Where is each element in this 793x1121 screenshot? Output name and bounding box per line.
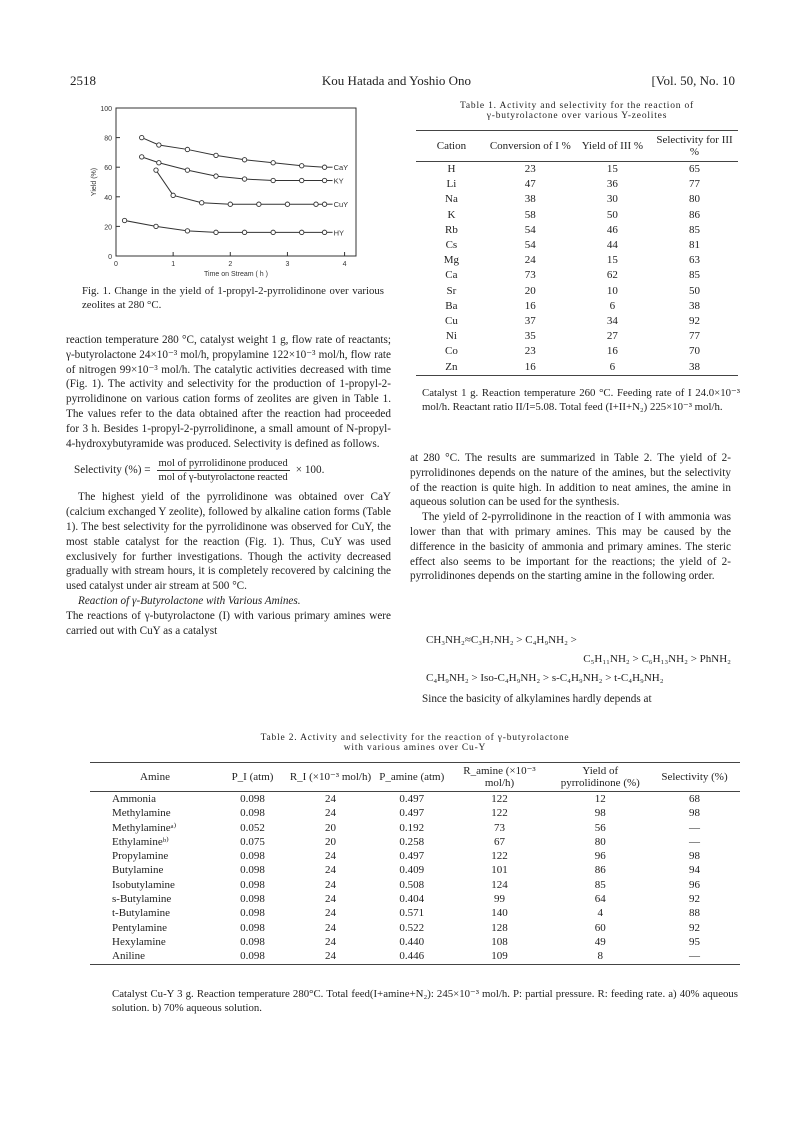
table-cell: 0.098 — [240, 893, 265, 906]
table-row — [90, 792, 740, 807]
table-2-caption — [90, 733, 740, 753]
y-tick-label: 100 — [100, 106, 112, 113]
table-cell: 122 — [491, 793, 508, 805]
left-column — [66, 333, 391, 638]
table-cell: 49 — [594, 935, 606, 948]
table-cell: 98 — [689, 807, 700, 820]
table-cell: 0.258 — [399, 835, 425, 848]
y-tick-label: 60 — [104, 165, 112, 173]
table-row — [416, 162, 738, 178]
table-cell: 88 — [689, 907, 700, 920]
table-cell: 20 — [325, 821, 336, 834]
table-cell: 54 — [524, 239, 536, 252]
x-tick-label: 4 — [342, 261, 347, 268]
table-cell: 20 — [325, 835, 336, 848]
col-header: Selectivity for III % — [656, 134, 733, 158]
series-line-CaY — [142, 138, 325, 168]
table-cell: 0.098 — [240, 807, 265, 820]
paragraph: at 280 °C. The results are summarized in Table 2. The yield of 2-pyrrolidinones depends on the nature of the amines, but the selectivity of the reaction is quite high. In addition to neat amines, the amine in aqueous solution can be used for the synthesis. — [410, 452, 731, 509]
table-cell: Ethylamineᵇ⁾ — [112, 835, 169, 848]
series-line-CuY — [156, 170, 325, 204]
series-label: HY — [333, 228, 344, 238]
x-tick-label: 2 — [228, 261, 233, 268]
col-header: Yield of pyrrolidinone (%) — [560, 765, 640, 789]
table-cell: 50 — [606, 208, 618, 221]
data-point-HY — [242, 230, 246, 234]
table-cell: Na — [445, 193, 458, 206]
table-cell: — — [689, 835, 700, 848]
table-cell: 24 — [325, 950, 336, 963]
y-tick-label: 80 — [104, 135, 112, 143]
table-row — [90, 849, 740, 863]
table-row — [90, 935, 740, 949]
table-row — [416, 360, 738, 376]
table-cell: 85 — [689, 223, 701, 236]
table-cell: 128 — [491, 921, 508, 934]
table-1 — [416, 130, 738, 376]
table-cell: 80 — [594, 835, 606, 848]
data-point-KY — [140, 155, 144, 159]
table-row — [90, 821, 740, 835]
table-cell: 60 — [594, 921, 606, 934]
table-cell: 6 — [609, 299, 616, 312]
table-cell: Rb — [444, 223, 458, 236]
table-row — [90, 806, 740, 820]
table-cell: 0.508 — [399, 878, 425, 891]
table-cell: Co — [444, 345, 458, 358]
table-row — [90, 906, 740, 920]
table-cell: 24 — [325, 793, 336, 805]
table-cell: 24 — [325, 864, 336, 877]
table-cell: H — [447, 163, 456, 175]
table-cell: 0.497 — [399, 850, 425, 863]
table-cell: 63 — [689, 254, 701, 267]
plot-frame — [116, 108, 356, 256]
table-cell: 58 — [524, 208, 536, 221]
table-cell: 122 — [491, 807, 508, 820]
table-cell: 38 — [524, 193, 536, 206]
right-column — [410, 451, 731, 584]
col-header: P_amine (atm) — [379, 771, 445, 783]
data-point-CaY — [214, 153, 218, 157]
table-cell: 98 — [594, 807, 606, 820]
series-label: CaY — [333, 163, 349, 173]
table-cell: — — [689, 950, 700, 963]
col-header: Selectivity (%) — [661, 771, 728, 783]
table-cell: 73 — [524, 269, 536, 282]
table-row — [90, 835, 740, 849]
table-cell: Propylamine — [112, 850, 169, 863]
x-tick-label: 0 — [114, 261, 118, 268]
table-cell: 30 — [606, 193, 618, 206]
table-cell: 0.098 — [240, 878, 265, 891]
table-cell: 96 — [594, 850, 606, 863]
table-cell: 24 — [524, 254, 536, 267]
table-cell: 38 — [689, 360, 701, 373]
table-cell: 6 — [609, 360, 616, 373]
table-cell: 34 — [606, 315, 618, 328]
table-cell: 85 — [594, 878, 606, 891]
table-cell: 15 — [606, 163, 618, 175]
x-tick-label: 1 — [171, 261, 176, 268]
data-point-HY — [122, 218, 126, 222]
selectivity-formula — [74, 457, 391, 484]
table-cell: 108 — [491, 935, 508, 948]
table-cell: 92 — [689, 315, 701, 328]
table-cell: 0.098 — [240, 921, 265, 934]
table-cell: 0.075 — [240, 835, 265, 848]
formula-denominator: mol of γ-butyrolactone reacted — [158, 472, 288, 484]
x-tick-label: 3 — [285, 261, 290, 268]
table-caption-line: Table 2. Activity and selectivity for the reaction of γ-butyrolactone — [260, 733, 570, 743]
table-cell: 68 — [689, 793, 700, 805]
table-cell: 27 — [606, 330, 618, 343]
amine-order-line: C₅H₁₁NH₂ > C₆H₁₃NH₂ > PhNH₂ — [583, 653, 731, 665]
table-cell: 96 — [689, 878, 700, 891]
table-cell: 24 — [325, 935, 336, 948]
table-row — [416, 299, 738, 314]
table-cell: Butylamine — [112, 864, 164, 877]
table-cell: t-Butylamine — [112, 907, 171, 920]
paragraph: reaction temperature 280 °C, catalyst weight 1 g, flow rate of reactants; γ-butyrolactone 24×10⁻³ mol/h, propylamine 122×10⁻³ mol/h, flow rate of nitrogen 99×10⁻³ mol/h. The catalytic activities decreased with time (Fig. 1). The activity and selectivity for the production of 1-propyl-2-pyrrolidinone on various cation forms of zeolites are given in Table 1. The values refer to the data obtained after the reaction had proceeded for 3 h. Besides 1-propyl-2-pyrrolidinone, a small amount of N-propyl-4-hydroxybutyramide was produced. Selectivity is defined as follows. — [66, 334, 391, 450]
data-point-CaY — [300, 164, 304, 168]
data-point-CuY — [200, 201, 204, 205]
table-cell: 62 — [606, 269, 618, 282]
table-cell: Sr — [446, 284, 457, 297]
data-point-HY — [154, 224, 158, 228]
data-point-CuY — [154, 168, 158, 172]
table-cell: 98 — [689, 850, 700, 863]
data-point-CuY — [171, 193, 175, 197]
formula-numerator: mol of pyrrolidinone produced — [158, 458, 288, 470]
table-cell: 80 — [689, 193, 701, 206]
data-point-HY — [322, 230, 326, 234]
table-cell: Hexylamine — [112, 935, 166, 948]
table-cell: 0.192 — [399, 821, 425, 834]
table-cell: 81 — [689, 239, 701, 252]
table-cell: 35 — [524, 330, 536, 343]
table-cell: 140 — [491, 907, 508, 920]
table-cell: 20 — [524, 284, 536, 297]
figure-1-chart — [82, 98, 382, 278]
table-cell: 8 — [597, 950, 603, 963]
table-row — [416, 177, 738, 192]
table-cell: Isobutylamine — [112, 878, 175, 891]
table-cell: 122 — [491, 850, 508, 863]
table-cell: Ba — [445, 299, 458, 312]
data-point-CaY — [185, 147, 189, 151]
amine-order-line: C₄H₉NH₂ > Iso-C₄H₉NH₂ > s-C₄H₉NH₂ > t-C₄H₉NH₂ — [426, 672, 664, 684]
table-cell: 0.497 — [399, 807, 425, 820]
table-cell: 56 — [594, 821, 606, 834]
data-point-KY — [185, 168, 189, 172]
table-row — [90, 949, 740, 964]
table-cell: 23 — [524, 163, 536, 175]
figure-caption-text: Change in the yield of 1-propyl-2-pyrrolidinone over various zeolites at 280 °C. — [82, 285, 385, 311]
data-point-HY — [185, 229, 189, 233]
table-cell: 70 — [689, 345, 701, 358]
table-cell: 36 — [606, 178, 618, 191]
table-row — [416, 268, 738, 283]
col-header: Amine — [140, 771, 170, 783]
table-cell: K — [447, 208, 456, 221]
table-cell: 24 — [325, 807, 336, 820]
col-header: Conversion of I % — [489, 140, 571, 152]
data-point-KY — [322, 178, 326, 182]
table-caption-line: Table 1. Activity and selectivity for the reaction of — [459, 101, 695, 111]
table-cell: 12 — [594, 793, 606, 805]
table-cell: 10 — [606, 284, 618, 297]
paragraph: The highest yield of the pyrrolidinone was obtained over CaY (calcium exchanged Y zeolite), followed by alkaline cation forms (Table 1). The best selectivity for the pyrrolidinone was observed for CuY, the most stable catalyst for the reaction (Fig. 1). Thus, CuY was used exclusively for further investigations. Though the activity decreased gradually with stream hours, it is completely recovered by calcining the used catalyst under air stream at 500 °C. — [66, 491, 391, 593]
table-cell: 85 — [689, 269, 701, 282]
data-point-CuY — [285, 202, 289, 206]
table-cell: s-Butylamine — [112, 893, 172, 906]
formula-lhs: Selectivity (%) = — [74, 464, 151, 477]
y-tick-label: 0 — [108, 254, 112, 261]
table-cell: 0.098 — [240, 935, 265, 948]
data-point-CaY — [140, 135, 144, 139]
table-cell: Cu — [444, 315, 458, 328]
data-point-HY — [271, 230, 275, 234]
table-row — [416, 208, 738, 223]
table-cell: 0.052 — [240, 821, 265, 834]
table-cell: 46 — [606, 223, 618, 236]
table-cell: Li — [446, 178, 457, 191]
table-cell: 124 — [491, 878, 508, 891]
col-header: P_I (atm) — [231, 771, 274, 783]
data-point-KY — [300, 178, 304, 182]
table-cell: 0.098 — [240, 864, 265, 877]
table-cell: 67 — [494, 835, 505, 848]
table-cell: 15 — [606, 254, 618, 267]
table-cell: 24 — [325, 850, 336, 863]
table-cell: 86 — [594, 864, 606, 877]
data-point-CaY — [271, 161, 275, 165]
table-cell: Zn — [445, 360, 458, 373]
col-header: R_I (×10⁻³ mol/h) — [289, 771, 372, 783]
table-cell: 0.446 — [399, 950, 425, 963]
table-cell: 23 — [524, 345, 536, 358]
table-row — [416, 284, 738, 299]
table-2 — [90, 762, 740, 965]
table-row — [416, 344, 738, 359]
table-cell: 77 — [689, 178, 701, 191]
table-cell: 24 — [325, 893, 336, 906]
data-point-CuY — [257, 202, 261, 206]
table-cell: Ammonia — [112, 793, 156, 805]
table-1-footnote: Catalyst 1 g. Reaction temperature 260 °C. Feeding rate of I 24.0×10⁻³ mol/h. Reactant ratio II/I=5.08. Total feed (I+II+N₂) 225×10⁻³ mol/h. — [422, 387, 740, 413]
table-cell: 65 — [689, 163, 701, 175]
table-cell: 37 — [524, 315, 536, 328]
table-cell: 109 — [491, 950, 508, 963]
table-row — [90, 921, 740, 935]
table-cell: 73 — [494, 821, 505, 834]
table-cell: Cs — [445, 239, 458, 252]
data-point-KY — [157, 161, 161, 165]
series-line-KY — [142, 157, 325, 181]
paragraph: The yield of 2-pyrrolidinone in the reaction of I with ammonia was lower than that with primary amines. This may be caused by the difference in the basicity of ammonia and primary amines. The steric effect also seems to be important for the reactions; the yield of 2-pyrrolidinones depends on the starting amine in the following order. — [410, 511, 731, 583]
table-cell: 16 — [524, 299, 536, 312]
data-point-CuY — [228, 202, 232, 206]
table-cell: 0.098 — [240, 907, 265, 920]
table-cell: 16 — [606, 345, 618, 358]
table-row — [416, 329, 738, 344]
y-axis-label: Yield (%) — [91, 167, 98, 197]
x-axis-label: Time on Stream ( h ) — [204, 271, 268, 278]
table-cell: 16 — [524, 360, 536, 373]
table-cell: Aniline — [112, 950, 145, 963]
table-caption-line: γ-butyrolactone over various Y-zeolites — [486, 111, 668, 121]
table-cell: 0.440 — [399, 935, 425, 948]
table-cell: 54 — [524, 223, 536, 236]
table-cell: Methylamineᵃ⁾ — [112, 821, 177, 834]
data-point-CaY — [242, 158, 246, 162]
table-row — [90, 892, 740, 906]
table-cell: 92 — [689, 893, 700, 906]
data-point-HY — [300, 230, 304, 234]
figure-caption-label: Fig. 1. — [82, 285, 111, 297]
table-cell: 24 — [325, 878, 336, 891]
table-cell: Methylamine — [112, 807, 171, 820]
table-row — [416, 253, 738, 268]
table-cell: 0.098 — [240, 850, 265, 863]
paragraph: Since the basicity of alkylamines hardly depends at — [422, 693, 652, 705]
table-row — [416, 238, 738, 253]
table-cell: 0.404 — [399, 893, 425, 906]
data-point-KY — [242, 177, 246, 181]
table-cell: 0.497 — [399, 793, 425, 805]
table-cell: 24 — [325, 921, 336, 934]
table-cell: 0.409 — [399, 864, 425, 877]
data-point-CuY — [314, 202, 318, 206]
table-cell: 44 — [606, 239, 618, 252]
table-cell: Pentylamine — [112, 921, 167, 934]
table-cell: Mg — [443, 254, 460, 267]
table-cell: 77 — [689, 330, 701, 343]
data-point-CaY — [322, 165, 326, 169]
table-row — [90, 878, 740, 892]
table-cell: 0.571 — [399, 907, 425, 920]
table-cell: 99 — [494, 893, 505, 906]
col-header: R_amine (×10⁻³ mol/h) — [463, 765, 536, 789]
table-row — [416, 223, 738, 238]
table-cell: 0.098 — [240, 793, 265, 805]
series-label: CuY — [333, 200, 349, 210]
table-cell: 101 — [491, 864, 508, 877]
table-caption-line: with various amines over Cu-Y — [343, 743, 487, 753]
y-tick-label: 40 — [104, 194, 112, 202]
volume-info: [Vol. 50, No. 10 — [651, 73, 735, 88]
table-cell: 64 — [594, 893, 606, 906]
table-cell: 94 — [689, 864, 700, 877]
series-label: KY — [333, 176, 344, 186]
table-cell: 0.522 — [399, 921, 425, 934]
table-cell: 95 — [689, 935, 700, 948]
amine-order-line: CH₃NH₂≈C₃H₇NH₂ > C₄H₉NH₂ > — [426, 634, 577, 646]
table-cell: 0.098 — [240, 950, 265, 963]
table-cell: Ca — [445, 269, 458, 282]
table-cell: 38 — [689, 299, 701, 312]
data-point-KY — [214, 174, 218, 178]
table-row — [416, 192, 738, 207]
table-row — [90, 863, 740, 877]
col-header: Cation — [436, 140, 467, 152]
table-cell: 50 — [689, 284, 701, 297]
table-cell: 24 — [325, 907, 336, 920]
col-header: Yield of III % — [581, 140, 644, 152]
table-2-footnote: Catalyst Cu-Y 3 g. Reaction temperature 280°C. Total feed(I+amine+N₂): 245×10⁻³ mol/h. P: partial pressure. R: feeding rate. a) 40% aqueous solution. b) 70% aqueous solution. — [112, 988, 738, 1014]
running-authors: Kou Hatada and Yoshio Ono — [321, 73, 472, 88]
y-tick-label: 20 — [104, 224, 112, 232]
formula-rhs: × 100. — [295, 464, 325, 477]
table-cell: — — [689, 821, 700, 834]
table-1-caption — [416, 101, 738, 121]
paragraph: The reactions of γ-butyrolactone (I) with various primary amines were carried out with CuY as a catalyst — [66, 609, 391, 637]
data-point-HY — [214, 230, 218, 234]
table-cell: Ni — [445, 330, 457, 343]
table-cell: 92 — [689, 921, 700, 934]
section-subheading: Reaction of γ-Butyrolactone with Various Amines. — [78, 594, 301, 607]
table-cell: 86 — [689, 208, 701, 221]
figure-caption — [82, 284, 384, 312]
page-number: 2518 — [70, 73, 96, 88]
data-point-KY — [271, 178, 275, 182]
table-cell: 4 — [597, 907, 603, 920]
table-row — [416, 314, 738, 329]
data-point-CaY — [157, 143, 161, 147]
table-cell: 47 — [524, 178, 536, 191]
data-point-CuY — [322, 202, 326, 206]
